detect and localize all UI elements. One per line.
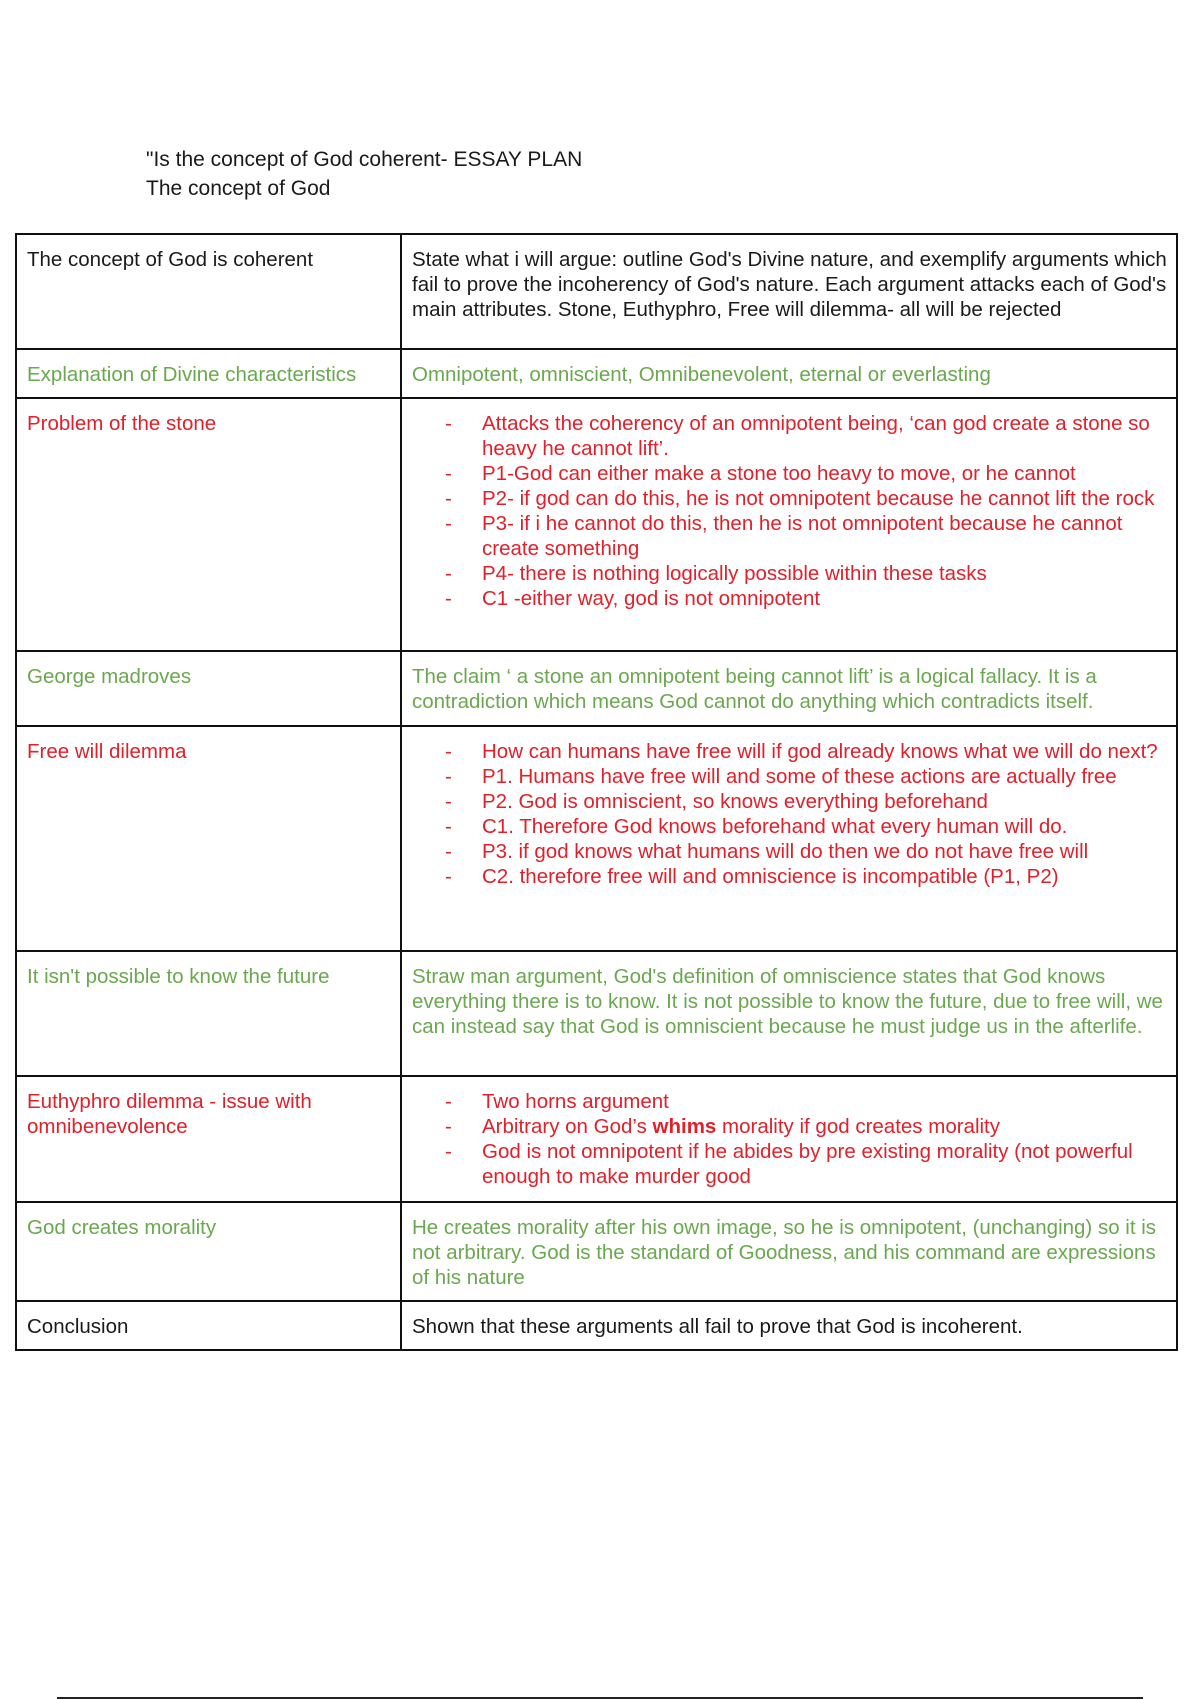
row-heading: God creates morality xyxy=(16,1202,401,1301)
row-content: The claim ‘ a stone an omnipotent being cannot lift’ is a logical fallacy. It is a contradiction which means God cannot do anything which contradicts itself. xyxy=(401,651,1177,726)
table-row xyxy=(16,349,1177,398)
row-content xyxy=(401,1076,1177,1202)
row-heading: Explanation of Divine characteristics xyxy=(16,349,401,398)
list-item: - Two horns argument xyxy=(445,1089,1167,1114)
table-row xyxy=(16,726,1177,951)
list-item: - P2. God is omniscient, so knows everything beforehand xyxy=(445,789,1167,814)
row-heading: Euthyphro dilemma - issue with omnibenevolence xyxy=(16,1076,401,1202)
list-item: - P4- there is nothing logically possible within these tasks xyxy=(445,561,1167,586)
list-item: - P1-God can either make a stone too heavy to move, or he cannot xyxy=(445,461,1167,486)
list-item xyxy=(445,1114,1167,1139)
table-row xyxy=(16,398,1177,651)
document-heading xyxy=(146,145,582,203)
list-item: - P3. if god knows what humans will do then we do not have free will xyxy=(445,839,1167,864)
table-row xyxy=(16,1202,1177,1301)
table-row xyxy=(16,651,1177,726)
list-item: - Attacks the coherency of an omnipotent being, ‘can god create a stone so heavy he cannot lift’. xyxy=(445,411,1167,461)
bullet-list xyxy=(412,411,1167,611)
row-heading: The concept of God is coherent xyxy=(16,234,401,349)
emphasis-word: whims xyxy=(652,1115,717,1138)
row-content: State what i will argue: outline God's Divine nature, and exemplify arguments which fail to prove the incoherency of God's nature. Each argument attacks each of God's main attributes. Stone, Euthyphro, Free will dilemma- all will be rejected xyxy=(401,234,1177,349)
document-subtitle: The concept of God xyxy=(146,177,331,200)
row-heading: Free will dilemma xyxy=(16,726,401,951)
list-item-text: Arbitrary on God’s xyxy=(482,1115,653,1138)
row-content: Shown that these arguments all fail to prove that God is incoherent. xyxy=(401,1301,1177,1350)
page-divider xyxy=(57,1697,1143,1699)
row-content: Straw man argument, God's definition of omniscience states that God knows everything there is to know. It is not possible to know the future, due to free will, we can instead say that God is omniscient because he must judge us in the afterlife. xyxy=(401,951,1177,1076)
document-title: "Is the concept of God coherent- ESSAY PLAN xyxy=(146,148,583,171)
list-item: - C1. Therefore God knows beforehand what every human will do. xyxy=(445,814,1167,839)
list-item: - C2. therefore free will and omniscience is incompatible (P1, P2) xyxy=(445,864,1167,889)
table-row xyxy=(16,234,1177,349)
list-item: - P3- if i he cannot do this, then he is not omnipotent because he cannot create something xyxy=(445,511,1167,561)
row-content: Omnipotent, omniscient, Omnibenevolent, eternal or everlasting xyxy=(401,349,1177,398)
row-heading: Conclusion xyxy=(16,1301,401,1350)
row-content: He creates morality after his own image, so he is omnipotent, (unchanging) so it is not arbitrary. God is the standard of Goodness, and his command are expressions of his nature xyxy=(401,1202,1177,1301)
table-row xyxy=(16,951,1177,1076)
table-row xyxy=(16,1301,1177,1350)
list-item: - P1. Humans have free will and some of these actions are actually free xyxy=(445,764,1167,789)
row-heading: Problem of the stone xyxy=(16,398,401,651)
row-content xyxy=(401,398,1177,651)
row-heading: George madroves xyxy=(16,651,401,726)
table-row xyxy=(16,1076,1177,1202)
row-content xyxy=(401,726,1177,951)
bullet-list xyxy=(412,1089,1167,1189)
list-item: - God is not omnipotent if he abides by pre existing morality (not powerful enough to make murder good xyxy=(445,1139,1167,1189)
list-item-text-rest: morality if god creates morality xyxy=(716,1115,1001,1138)
list-item: - C1 -either way, god is not omnipotent xyxy=(445,586,1167,611)
row-heading: It isn't possible to know the future xyxy=(16,951,401,1076)
list-item: - How can humans have free will if god already knows what we will do next? xyxy=(445,739,1167,764)
bullet-list xyxy=(412,739,1167,889)
essay-plan-table xyxy=(15,233,1178,1351)
list-item: - P2- if god can do this, he is not omnipotent because he cannot lift the rock xyxy=(445,486,1167,511)
